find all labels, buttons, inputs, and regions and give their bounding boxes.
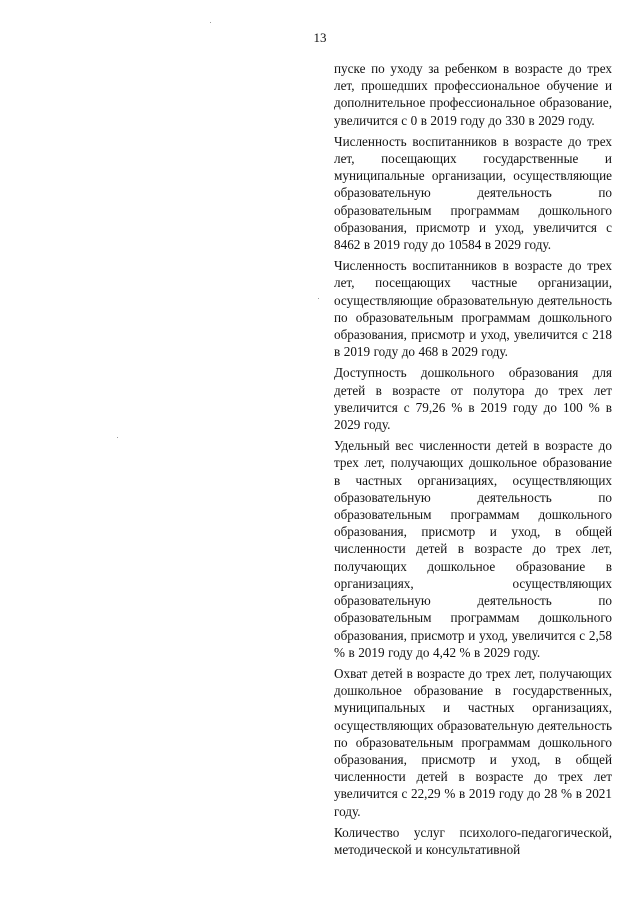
paragraph-coverage: Охват детей в возрасте до трех лет, получающих дошкольное образование в государственных, муниципальных и частных организациях, осуществляющих образовательную деятельность по образовательным программам дошкольного образования, присмотр и уход, в общей численности детей в возрасте до трех лет увеличится с 22,29 % в 2019 году до 28 % в 2021 году. <box>334 665 612 819</box>
paragraph-continuation: пуске по уходу за ребенком в возрасте до трех лет, прошедших профессиональное обучение и дополнительное профессиональное образование, увеличится с 0 в 2019 году до 330 в 2029 году. <box>334 61 612 128</box>
paragraph-pupils-private: Численность воспитанников в возрасте до трех лет, посещающих частные организации, осуществляющие образовательную деятельность по образовательным программам дошкольного образования, присмотр и уход, увеличится с 218 в 2019 году до 468 в 2029 году. <box>334 258 612 360</box>
scan-speck <box>210 22 211 23</box>
scan-speck <box>318 298 319 299</box>
paragraph-share-private: Удельный вес численности детей в возрасте до трех лет, получающих дошкольное образование в частных организациях, осуществляющих образовательную деятельность по образовательным программам дошкольного образования, присмотр и уход, в общей численности детей в возрасте до трех лет, получающих дошкольное образование в организациях, осуществляющих образовательную деятельность по образовательным программам дошкольного образования, присмотр и уход, увеличится с 2,58 % в 2019 году до 4,42 % в 2029 году. <box>334 438 612 660</box>
paragraph-pupils-public: Численность воспитанников в возрасте до трех лет, посещающих государственные и муниципальные организации, осуществляющие образовательную деятельность по образовательным программам дошкольного образования, присмотр и уход, увеличится с 8462 в 2019 году до 10584 в 2029 году. <box>334 133 612 253</box>
scan-speck <box>117 437 118 438</box>
paragraph-availability: Доступность дошкольного образования для детей в возрасте от полутора до трех лет увеличится с 79,26 % в 2019 году до 100 % в 2029 году. <box>334 365 612 433</box>
paragraph-services: Количество услуг психолого-педагогической, методической и консультативной <box>334 824 612 857</box>
page-number: 13 <box>313 30 327 45</box>
text-column <box>334 60 612 862</box>
